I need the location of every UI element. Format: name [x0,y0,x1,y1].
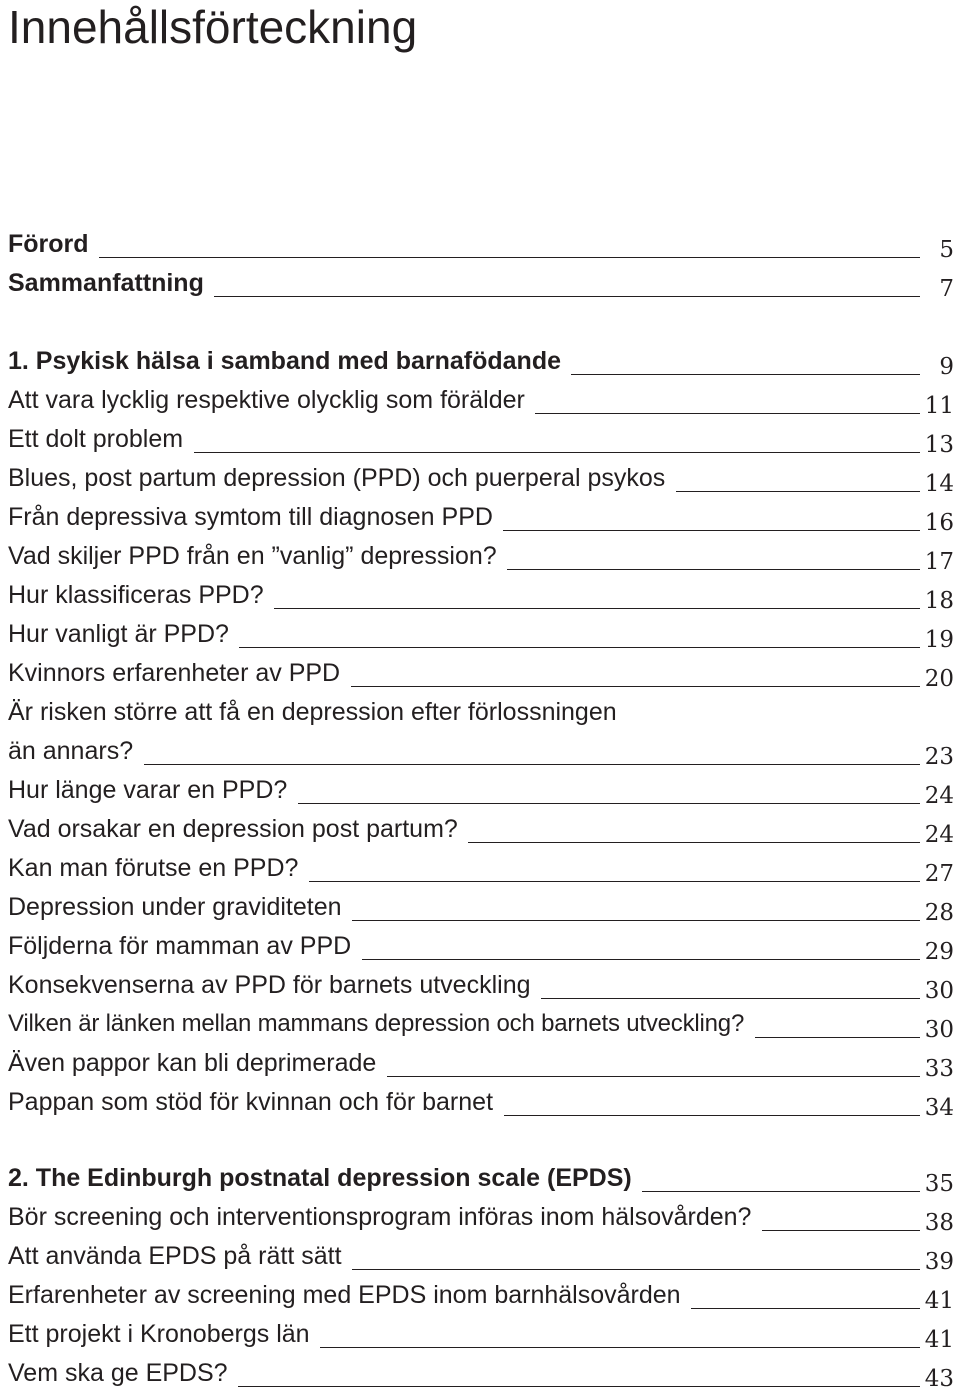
toc-entry-label: Vad skiljer PPD från en ”vanlig” depression? [8,541,505,571]
dot-leader [387,1076,920,1077]
toc-entry-label: Kan man förutse en PPD? [8,853,306,883]
toc-page-number: 7 [939,276,954,302]
toc-page-number: 30 [924,978,954,1004]
dot-leader [642,1191,920,1192]
dot-leader [144,764,920,765]
table-of-contents [8,0,958,1398]
toc-page-number: 35 [924,1171,954,1197]
toc-entry[interactable] [8,577,958,616]
toc-page-number: 41 [924,1327,954,1353]
toc-entry[interactable] [8,1355,958,1394]
toc-entry-label: Att använda EPDS på rätt sätt [8,1241,350,1271]
toc-entry-label: Från depressiva symtom till diagnosen PPD [8,502,501,532]
page-title: Innehållsförteckning [8,1,418,53]
dot-leader [274,608,920,609]
dot-leader [504,1115,920,1116]
dot-leader [194,452,920,453]
toc-page-number: 20 [924,666,954,692]
toc-entry-label: Hur länge varar en PPD? [8,775,295,805]
dot-leader [468,842,920,843]
dot-leader [351,686,920,687]
toc-entry-sammanfattning[interactable] [8,265,958,304]
dot-leader [239,647,920,648]
toc-entry-two-line[interactable] [8,694,958,772]
toc-entry[interactable] [8,889,958,928]
toc-entry[interactable] [8,928,958,967]
toc-page-number: 34 [924,1095,954,1121]
toc-entry-label: Hur klassificeras PPD? [8,580,272,610]
dot-leader [320,1347,920,1348]
toc-entry-label: Vilken är länken mellan mammans depression och barnets utveckling? [8,1009,752,1039]
dot-leader [541,998,920,999]
toc-page-number: 11 [924,393,954,419]
toc-page-number: 29 [924,939,954,965]
toc-entry[interactable] [8,1006,958,1045]
toc-page-number: 39 [924,1249,954,1275]
toc-entry-label: Ett dolt problem [8,424,191,454]
toc-page-number: 16 [924,510,954,536]
toc-entry[interactable] [8,850,958,889]
toc-page-number: 18 [924,588,954,614]
toc-page-number: 14 [924,471,954,497]
toc-entry-label: Bör screening och interventionsprogram införas inom hälsovården? [8,1202,759,1232]
toc-entry-label: Även pappor kan bli deprimerade [8,1048,384,1078]
dot-leader [535,413,920,414]
dot-leader [238,1386,920,1387]
toc-page-number: 43 [924,1366,954,1392]
toc-entry-label-line1: Är risken större att få en depression efter förlossningen [8,698,617,726]
toc-entry[interactable] [8,1316,958,1355]
dot-leader [571,374,920,375]
dot-leader [503,530,920,531]
toc-entry[interactable] [8,811,958,850]
dot-leader [507,569,920,570]
toc-entry[interactable] [8,1238,958,1277]
toc-entry[interactable] [8,460,958,499]
toc-page-number: 9 [939,354,954,380]
toc-page-number: 33 [924,1056,954,1082]
toc-chapter-label: 2. The Edinburgh postnatal depression scale (EPDS) [8,1163,640,1193]
dot-leader [362,959,920,960]
toc-entry-label: Följderna för mamman av PPD [8,931,359,961]
toc-entry-forord[interactable] [8,226,958,265]
dot-leader [691,1308,920,1309]
dot-leader [762,1230,920,1231]
toc-entry-label: Konsekvenserna av PPD för barnets utveckling [8,970,539,1000]
dot-leader [99,257,920,258]
toc-entry[interactable] [8,616,958,655]
toc-page-number: 27 [924,861,954,887]
toc-entry-label: Förord [8,229,97,259]
toc-page-number: 24 [924,822,954,848]
dot-leader [214,296,920,297]
toc-chapter-heading-1[interactable] [8,343,958,382]
dot-leader [755,1037,920,1038]
toc-page-number: 38 [924,1210,954,1236]
toc-entry-label: Blues, post partum depression (PPD) och puerperal psykos [8,463,673,493]
toc-entry-label: Pappan som stöd för kvinnan och för barnet [8,1087,501,1117]
toc-page-number: 24 [924,783,954,809]
toc-entry-label: Kvinnors erfarenheter av PPD [8,658,348,688]
dot-leader [298,803,920,804]
toc-entry[interactable] [8,1084,958,1123]
toc-page-number: 28 [924,900,954,926]
toc-entry[interactable] [8,1045,958,1084]
toc-entry[interactable] [8,967,958,1006]
dot-leader [352,920,920,921]
toc-entry[interactable] [8,538,958,577]
toc-page-number: 17 [924,549,954,575]
toc-entry-label: Hur vanligt är PPD? [8,619,237,649]
dot-leader [676,491,920,492]
toc-entry[interactable] [8,1277,958,1316]
toc-entry-label: Vad orsakar en depression post partum? [8,814,466,844]
toc-page-number: 19 [924,627,954,653]
toc-entry[interactable] [8,382,958,421]
toc-page-number: 5 [939,237,954,263]
toc-entry[interactable] [8,499,958,538]
toc-page-number: 30 [924,1017,954,1043]
toc-chapter-heading-2[interactable] [8,1160,958,1199]
toc-entry[interactable] [8,772,958,811]
toc-entry[interactable] [8,421,958,460]
toc-entry[interactable] [8,655,958,694]
toc-entry-label: än annars? [8,736,141,766]
toc-entry-label: Sammanfattning [8,268,212,298]
toc-entry-label: Att vara lycklig respektive olycklig som förälder [8,385,533,415]
toc-chapter-label: 1. Psykisk hälsa i samband med barnafödande [8,346,569,376]
toc-entry[interactable] [8,1199,958,1238]
toc-entry-label: Erfarenheter av screening med EPDS inom barnhälsovården [8,1280,689,1310]
toc-page-number: 41 [924,1288,954,1314]
toc-page-number: 13 [924,432,954,458]
dot-leader [352,1269,920,1270]
toc-page-number: 23 [924,744,954,770]
toc-entry-label: Ett projekt i Kronobergs län [8,1319,318,1349]
toc-entry-label: Vem ska ge EPDS? [8,1358,236,1388]
dot-leader [309,881,920,882]
toc-entry-label: Depression under graviditeten [8,892,350,922]
